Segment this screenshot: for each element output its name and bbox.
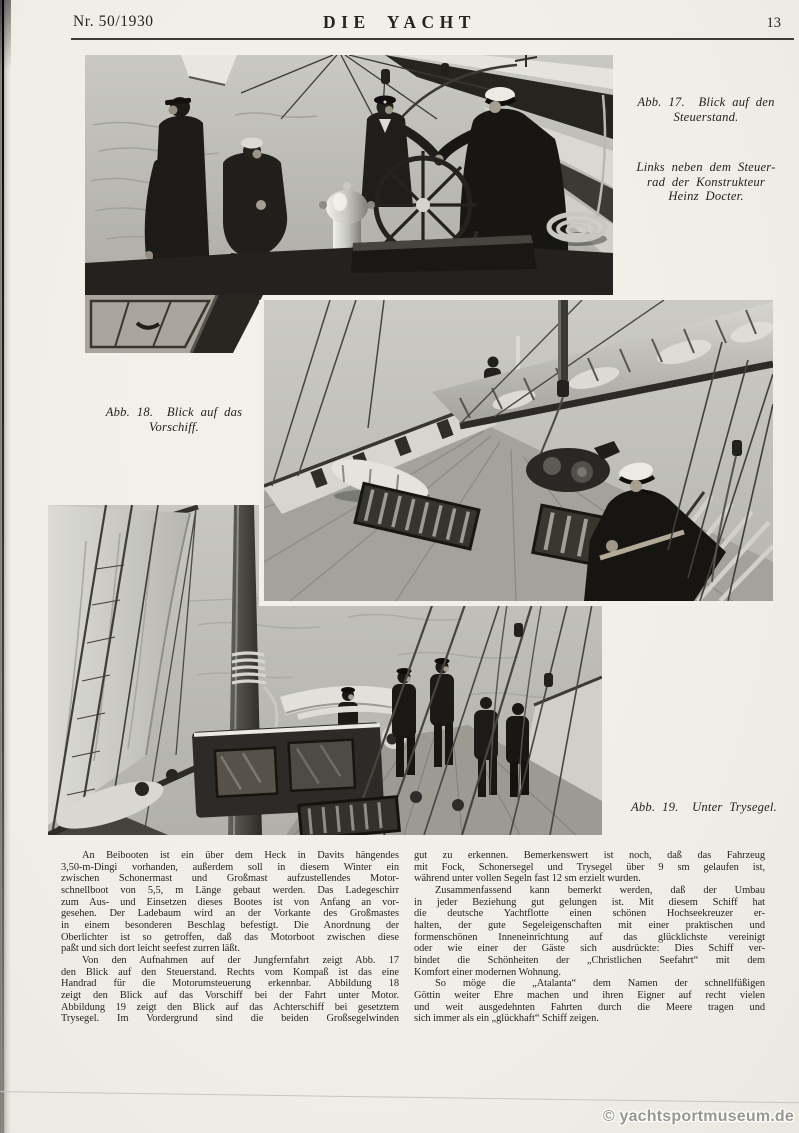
caption-line: Abb. 18. Blick auf das <box>105 405 243 419</box>
text-line: paßt und sich dort leicht seefest zurren läßt. <box>61 943 240 955</box>
text-line: formenschönen Inneneinrichtung auf das glücklichste vereinigt <box>414 931 765 943</box>
magazine-title: DIE YACHT <box>323 12 476 32</box>
text-line: gut zu erkennen. Bemerkenswert ist noch, daß das Fahrzeug <box>414 850 765 861</box>
text-line: Zusammenfassend kann bemerkt werden, daß der Umbau <box>435 884 765 896</box>
article-column-right <box>414 850 765 1025</box>
text-line: Trysegel. Im Vordergrund sind die beiden Großsegelwinden <box>61 1013 399 1025</box>
caption-line: Steuerstand. <box>673 109 739 124</box>
text-line: mit Fock, Schonersegel und Trysegel über 9 sm gelaufen ist, <box>414 861 765 873</box>
page-number: 13 <box>766 15 781 31</box>
text-line: oder wie einer der Gäste sich ausdrückte: Dies Schiff ver- <box>414 943 765 955</box>
caption-fig18 <box>86 405 262 434</box>
text-line: An Beibooten ist ein über dem Heck in Davits hängendes <box>82 850 399 861</box>
text-line: Handrad für die Motorumsteuerung erkennbar. Abbildung 18 <box>61 978 399 990</box>
text-line: zeigt den Blick auf das Vorschiff bei der Fahrt unter Motor. <box>61 989 399 1001</box>
text-line: sich immer als ein „glückhaft“ Schiff zeigen. <box>414 1013 599 1025</box>
header-rule <box>71 38 794 40</box>
photo-abb18-illustration <box>264 300 773 601</box>
text-line: die deutsche Yachtflotte einen schönen Hochseekreuzer er- <box>414 908 765 920</box>
caption-line: Links neben dem Steuer- <box>636 160 776 174</box>
text-line: Oberlichter ist so getroffen, daß das Motorboot zwischen diese <box>61 931 399 943</box>
caption-line: Abb. 17. Blick auf den <box>637 95 775 109</box>
caption-line: Abb. 19. Unter Trysegel. <box>631 800 777 814</box>
text-line: den Blick auf den Steuerstand. Rechts vom Kompaß ist das eine <box>61 966 399 978</box>
page-spine-shadow <box>0 0 11 1133</box>
photo-abb18-vorschiff <box>264 300 773 601</box>
text-line: 3,50-m-Dingi vorhanden, außerdem soll in diesem Winter ein <box>61 861 399 873</box>
text-line: Abbildung 19 zeigt den Blick auf das Achterschiff bei gesetztem <box>61 1001 399 1013</box>
caption-line: rad der Konstrukteur <box>646 174 766 189</box>
caption-fig17 <box>612 66 799 233</box>
caption-fig19 <box>608 800 799 815</box>
caption-fig17-title <box>612 95 799 124</box>
text-line: und weit ausgedehnten Fahrten durch die Meere tragen und <box>414 1001 765 1013</box>
article-column-left <box>61 850 399 1025</box>
text-line: in einem besonderen Beschlag befestigt. Die Anordnung der <box>61 919 399 931</box>
text-line: Göttin weiter Ehre machen und ihren Eigner auf recht vielen <box>414 989 765 1001</box>
text-line: gesehen. Der Ladebaum wird an der Vorkante des Großmastes <box>61 908 399 920</box>
page-curl-line <box>0 1091 799 1103</box>
text-line: schnellboot von 5,5, m Länge gebaut werden. Das Ladegeschirr <box>61 884 399 896</box>
text-line: Komfort einer modernen Wohnung. <box>414 966 561 978</box>
text-line: während unter vollen Segeln fast 12 sm erzielt wurden. <box>414 873 641 885</box>
issue-number: Nr. 50/1930 <box>73 13 154 30</box>
text-line: halten, der gute Segeleigenschaften mit einer praktischen und <box>414 919 765 931</box>
text-line: in jeder Beziehung gut gelungen ist. Mit diesem Schiff hat <box>414 896 765 908</box>
caption-fig17-subtitle <box>612 160 799 204</box>
text-line: So möge die „Atalanta“ dem Namen der schnellfüßigen <box>435 978 765 990</box>
watermark: © yachtsportmuseum.de <box>602 1108 794 1125</box>
text-line: bindet die Schönheiten der „Christlichen Seefahrt“ mit dem <box>414 954 765 966</box>
text-line: zum Aus- und Einsetzen dieses Bootes ist von Anfang an vor- <box>61 896 399 908</box>
caption-line: Vorschiff. <box>149 419 199 434</box>
caption-line: Heinz Docter. <box>668 189 744 203</box>
text-line: zwischen Schonermast und Großmast aufzustellendes Motor- <box>61 873 399 885</box>
text-line: Von den Aufnahmen auf der Jungfernfahrt zeigt Abb. 17 <box>82 954 399 966</box>
